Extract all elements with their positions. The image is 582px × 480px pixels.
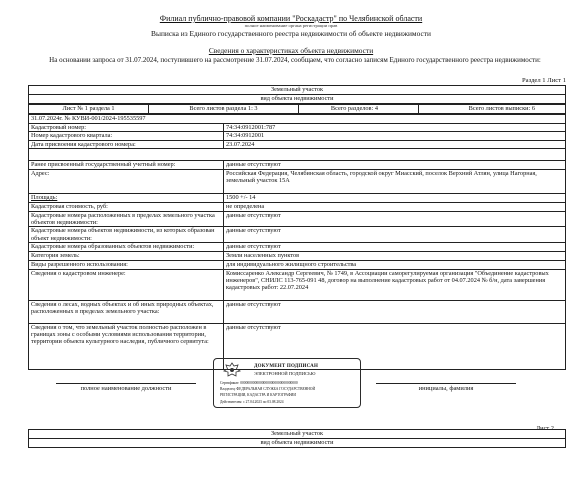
org-name: Филиал публично-правовой компании "Роскадастр" по Челябинской области xyxy=(159,14,423,23)
table-row xyxy=(29,194,566,203)
row-value: данные отсутствуют xyxy=(224,242,566,251)
table-row xyxy=(29,300,566,323)
row-value: для индивидуального жилищного строительства xyxy=(224,260,566,269)
row-label: Кадастровая стоимость, руб: xyxy=(29,203,224,212)
object-type-table-2 xyxy=(28,429,566,448)
total-sections: Всего разделов: 4 xyxy=(299,105,419,114)
row-label: Кадастровые номера образованных объектов недвижимости: xyxy=(29,242,224,251)
stamp-title: ДОКУМЕНТ ПОДПИСАН xyxy=(254,364,319,369)
row-value: Комиссаренко Александр Сергеевич, № 1749, в Ассоциации саморегулируемая организация "Объединение кадастровых инженеров", СНИЛС 113-765-091 48, договор на выполнение кадастровых работ от 04.07.2024 № б/н, дата завершения кадастровых работ: 22.07.2024 xyxy=(224,269,566,300)
table-row xyxy=(29,140,566,149)
org-sublabel: полное наименование органа регистрации прав xyxy=(244,23,338,28)
stamp-owner-2: РЕГИСТРАЦИИ, КАДАСТРА И КАРТОГРАФИИ xyxy=(220,393,296,397)
table-gap xyxy=(28,149,566,160)
row-label: Сведения о лесах, водных объектах и об иных природных объектах, расположенных в пределах земельного участка: xyxy=(29,300,224,323)
row-label: Кадастровые номера расположенных в пределах земельного участка объектов недвижимости: xyxy=(29,212,224,227)
request-text: На основании запроса от 31.07.2024, поступившего на рассмотрение 31.07.2024, сообщаем, что согласно записям Единого государственного реестра недвижимости: xyxy=(49,56,541,64)
row-value: данные отсутствуют xyxy=(224,227,566,242)
row-value: Российская Федерация, Челябинская область, городской округ Миасский, поселок Верхний Атлян, улица Нагорная, земельный участок 15А xyxy=(224,170,566,194)
table-row xyxy=(29,203,566,212)
object-type-caption: вид объекта недвижимости xyxy=(29,95,566,104)
row-value: Земли населенных пунктов xyxy=(224,251,566,260)
section-label: Раздел 1 Лист 1 xyxy=(522,77,566,84)
stamp-valid: Действителен: с 27.04.2023 по 03.08.2024 xyxy=(220,400,284,404)
table-row xyxy=(29,123,566,132)
sheet-2-label: Лист 2 xyxy=(535,425,554,432)
table-row xyxy=(29,132,566,141)
object-type-caption: вид объекта недвижимости xyxy=(29,439,566,448)
table-row xyxy=(29,260,566,269)
object-type: Земельный участок xyxy=(29,86,566,95)
row-label: Площадь: xyxy=(29,194,224,203)
row-value: данные отсутствуют xyxy=(224,212,566,227)
emblem-icon xyxy=(222,362,242,378)
sheet-count-table xyxy=(28,104,566,114)
row-label: Номер кадастрового квартала: xyxy=(29,132,224,141)
row-value: 1500 +/- 14 xyxy=(224,194,566,203)
e-signature-stamp xyxy=(213,358,361,408)
table-row xyxy=(29,212,566,227)
position-label: полное наименование должности xyxy=(80,385,172,392)
table-row xyxy=(29,269,566,300)
row-label: Адрес: xyxy=(29,170,224,194)
table-row xyxy=(29,251,566,260)
row-value: 23.07.2024 xyxy=(224,140,566,149)
row-value: данные отсутствуют xyxy=(224,323,566,369)
reference-number: 31.07.2024г. № КУВИ-001/2024-195535597 xyxy=(29,115,566,124)
object-type: Земельный участок xyxy=(29,430,566,439)
cadastral-table xyxy=(28,114,566,149)
total-sheets-section: Всего листов раздела 1: 3 xyxy=(149,105,299,114)
row-label: Категория земель: xyxy=(29,251,224,260)
sheet-number: Лист № 1 раздела 1 xyxy=(29,105,149,114)
stamp-subtitle: ЭЛЕКТРОННОЙ ПОДПИСЬЮ xyxy=(254,371,316,376)
document-title: Сведения о характеристиках объекта недвижимости xyxy=(208,46,374,55)
characteristics-table xyxy=(28,160,566,370)
name-label: инициалы, фамилия xyxy=(418,385,474,392)
table-row xyxy=(29,227,566,242)
stamp-owner-1: Владелец: ФЕДЕРАЛЬНАЯ СЛУЖБА ГОСУДАРСТВЕННОЙ xyxy=(220,387,316,391)
row-value: 74:34:0912001 xyxy=(224,132,566,141)
row-value: 74:34:0912001:787 xyxy=(224,123,566,132)
row-label: Дата присвоения кадастрового номера: xyxy=(29,140,224,149)
row-value: не определена xyxy=(224,203,566,212)
table-row xyxy=(29,170,566,194)
row-value: данные отсутствуют xyxy=(224,300,566,323)
stamp-cert: Сертификат: 00000000000000000000000000000000 xyxy=(220,381,298,385)
extract-title: Выписка из Единого государственного реестра недвижимости об объекте недвижимости xyxy=(151,29,431,38)
row-label: Ранее присвоенный государственный учетный номер: xyxy=(29,161,224,170)
position-signature-line xyxy=(56,383,196,384)
object-type-table xyxy=(28,85,566,104)
table-row xyxy=(29,242,566,251)
row-label: Виды разрешенного использования: xyxy=(29,260,224,269)
table-row xyxy=(29,161,566,170)
row-label: Кадастровый номер: xyxy=(29,123,224,132)
total-sheets: Всего листов выписки: 6 xyxy=(419,105,566,114)
row-label: Сведения о кадастровом инженере: xyxy=(29,269,224,300)
row-label: Кадастровые номера объектов недвижимости, из которых образован объект недвижимости: xyxy=(29,227,224,242)
name-signature-line xyxy=(376,383,516,384)
row-value: данные отсутствуют xyxy=(224,161,566,170)
row-label: Сведения о том, что земельный участок полностью расположен в границах зоны с особыми условиями использования территории, территории объекта культурного наследия, публичного сервитута: xyxy=(29,323,224,369)
